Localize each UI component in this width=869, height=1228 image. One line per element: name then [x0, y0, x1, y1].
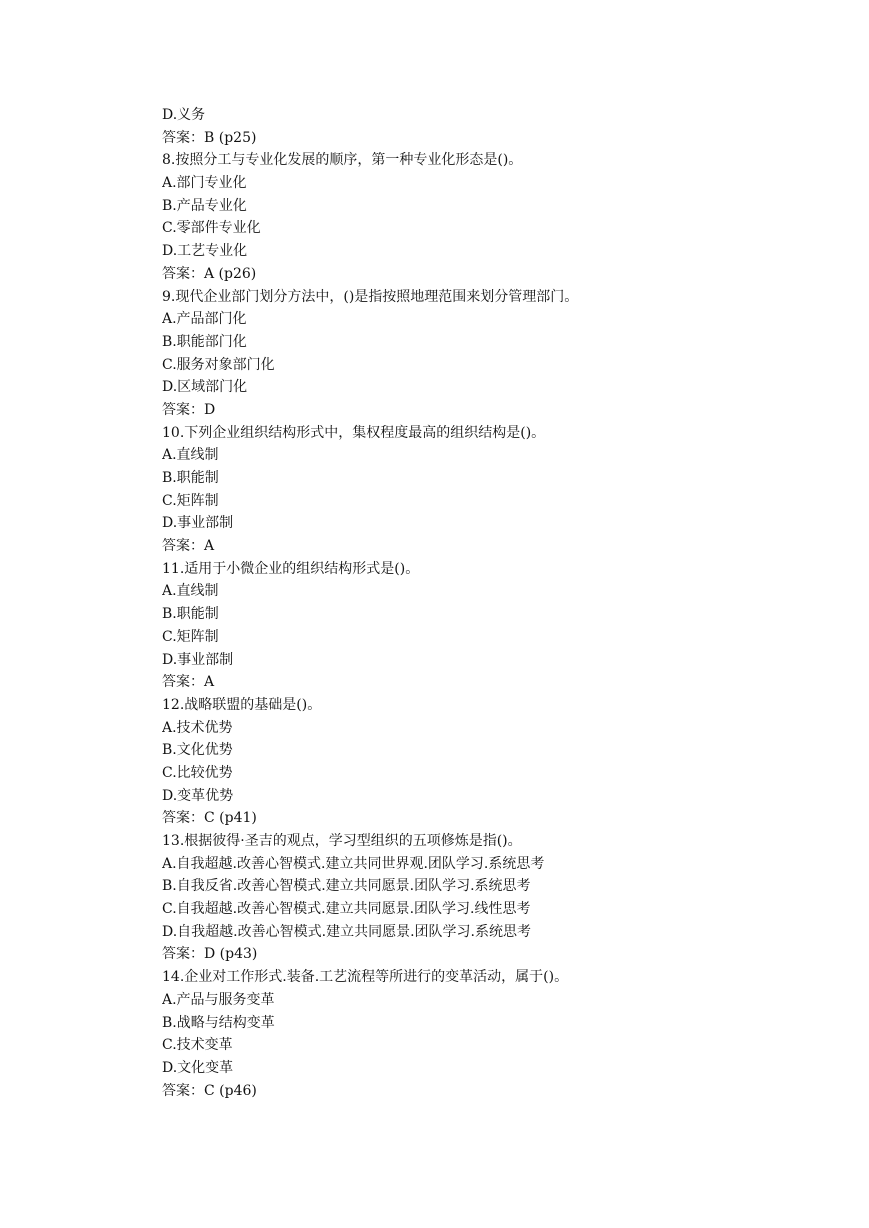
- option-d-q8: D.工艺专业化: [162, 243, 248, 260]
- question-14: 14.企业对工作形式.装备.工艺流程等所进行的变革活动，属于()。: [162, 969, 569, 986]
- answer-q12: 答案：C (p41): [162, 810, 257, 827]
- option-a-q9: A.产品部门化: [162, 311, 247, 328]
- option-c-q8: C.零部件专业化: [162, 220, 261, 237]
- option-c-q9: C.服务对象部门化: [162, 356, 275, 373]
- option-b-q13: B.自我反省.改善心智模式.建立共同愿景.团队学习.系统思考: [162, 878, 531, 895]
- option-a-q11: A.直线制: [162, 583, 219, 600]
- option-d-q10: D.事业部制: [162, 515, 234, 532]
- option-a-q10: A.直线制: [162, 447, 219, 464]
- option-a-q13: A.自我超越.改善心智模式.建立共同世界观.团队学习.系统思考: [162, 855, 545, 872]
- answer-q7: 答案：B (p25): [162, 129, 257, 146]
- option-c-q12: C.比较优势: [162, 764, 233, 781]
- option-d-q12: D.变革优势: [162, 787, 234, 804]
- option-d-q14: D.文化变革: [162, 1059, 234, 1076]
- option-b-q11: B.职能制: [162, 606, 219, 623]
- option-c-q10: C.矩阵制: [162, 492, 219, 509]
- option-b-q8: B.产品专业化: [162, 197, 247, 214]
- option-d-q7: D.义务: [162, 107, 206, 123]
- question-9: 9.现代企业部门划分方法中，()是指按照地理范围来划分管理部门。: [162, 288, 579, 305]
- option-d-q9: D.区域部门化: [162, 379, 248, 396]
- option-d-q11: D.事业部制: [162, 651, 234, 668]
- option-c-q14: C.技术变革: [162, 1037, 233, 1054]
- option-c-q13: C.自我超越.改善心智模式.建立共同愿景.团队学习.线性思考: [162, 901, 531, 918]
- answer-q13: 答案：D (p43): [162, 946, 258, 963]
- answer-q8: 答案：A (p26): [162, 265, 257, 282]
- answer-q14: 答案：C (p46): [162, 1082, 257, 1099]
- question-11: 11.适用于小微企业的组织结构形式是()。: [162, 560, 420, 577]
- answer-q10: 答案：A: [162, 538, 215, 555]
- option-b-q14: B.战略与结构变革: [162, 1014, 275, 1031]
- answer-q11: 答案：A: [162, 674, 215, 691]
- question-12: 12.战略联盟的基础是()。: [162, 696, 322, 713]
- question-8: 8.按照分工与专业化发展的顺序，第一种专业化形态是()。: [162, 152, 523, 169]
- option-a-q8: A.部门专业化: [162, 175, 247, 192]
- document-text-block: [162, 104, 822, 1102]
- option-c-q11: C.矩阵制: [162, 628, 219, 645]
- option-d-q13: D.自我超越.改善心智模式.建立共同愿景.团队学习.系统思考: [162, 923, 531, 940]
- option-a-q12: A.技术优势: [162, 719, 233, 736]
- question-10: 10.下列企业组织结构形式中，集权程度最高的组织结构是()。: [162, 424, 546, 441]
- option-b-q12: B.文化优势: [162, 742, 233, 759]
- option-b-q9: B.职能部门化: [162, 333, 247, 350]
- option-a-q14: A.产品与服务变革: [162, 991, 275, 1008]
- question-13: 13.根据彼得·圣吉的观点，学习型组织的五项修炼是指()。: [162, 833, 522, 849]
- answer-q9: 答案：D: [162, 401, 216, 418]
- option-b-q10: B.职能制: [162, 470, 219, 486]
